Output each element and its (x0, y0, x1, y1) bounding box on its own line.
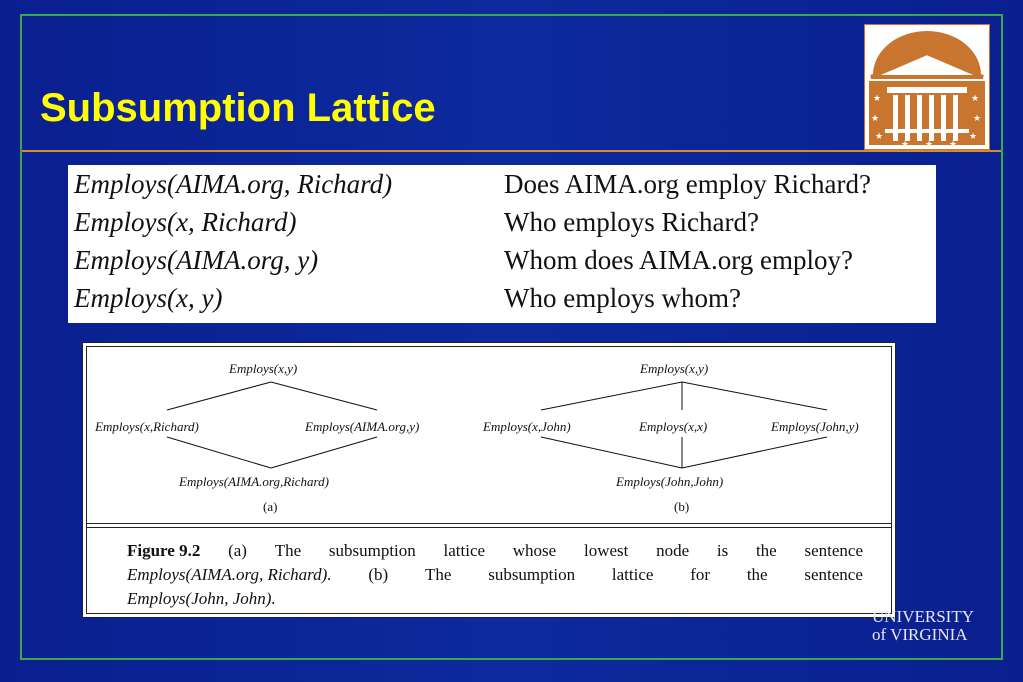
caption-word: (b) (368, 565, 389, 584)
lattice-b-label: (b) (674, 499, 690, 514)
figure-inner-border (86, 346, 892, 614)
caption-line-3 (127, 587, 863, 611)
query-row (68, 283, 936, 321)
caption-word: lowest (583, 541, 629, 560)
lattice-a-bottom-node: Employs(AIMA.org,Richard) (179, 474, 329, 489)
query-row (68, 169, 936, 207)
query-meaning: Who employs Richard? (504, 207, 759, 237)
figure-divider (87, 527, 891, 528)
query-expression: Employs(x, Richard) (74, 207, 297, 237)
caption-expression: Employs(John, John). (127, 589, 276, 608)
lattice-b-right-node: Employs(John,y) (771, 419, 859, 434)
caption-word: sentence (804, 565, 863, 584)
caption-figure-label: Figure 9.2 (127, 541, 201, 560)
caption-word: the (755, 541, 777, 560)
query-row (68, 207, 936, 245)
university-logo-line1: UNIVERSITY (872, 607, 974, 626)
figure-9-2 (82, 342, 896, 618)
lattice-a-label: (a) (263, 499, 278, 514)
caption-word: is (716, 541, 729, 560)
caption-word: the (746, 565, 768, 584)
svg-text:★: ★ (873, 93, 882, 103)
title-rule (22, 150, 1001, 152)
query-expression: Employs(x, y) (74, 283, 223, 313)
caption-word: node (656, 541, 690, 560)
caption-word: (a) (228, 541, 247, 560)
caption-word: whose (512, 541, 557, 560)
caption-word: The (424, 565, 452, 584)
figure-divider (87, 523, 891, 524)
slide-title: Subsumption Lattice (40, 86, 436, 130)
lattice-lines (87, 347, 893, 523)
svg-text:★: ★ (949, 139, 958, 149)
caption-word: lattice (611, 565, 654, 584)
lattice-a-right-node: Employs(AIMA.org,y) (305, 419, 420, 434)
caption-word: subsumption (488, 565, 576, 584)
query-meaning: Whom does AIMA.org employ? (504, 245, 853, 275)
lattice-a-top-node: Employs(x,y) (229, 361, 298, 376)
caption-word: sentence (804, 541, 863, 560)
svg-text:★: ★ (871, 113, 880, 123)
query-table (68, 165, 936, 323)
caption-line-1 (127, 539, 863, 563)
caption-expression: Employs(AIMA.org, Richard). (127, 565, 332, 584)
svg-text:★: ★ (925, 139, 934, 149)
svg-text:★: ★ (875, 131, 884, 141)
query-row (68, 245, 936, 283)
caption-word: for (690, 565, 711, 584)
svg-text:★: ★ (971, 93, 980, 103)
caption-word: The (274, 541, 302, 560)
figure-caption (127, 539, 863, 611)
lattice-b-left-node: Employs(x,John) (483, 419, 571, 434)
university-logo-line2: of VIRGINIA (872, 625, 968, 644)
university-logo (872, 608, 974, 644)
query-meaning: Who employs whom? (504, 283, 741, 313)
svg-text:★: ★ (901, 139, 910, 149)
lattice-b-middle-node: Employs(x,x) (639, 419, 708, 434)
lattice-b-bottom-node: Employs(John,John) (616, 474, 724, 489)
lattice-b-top-node: Employs(x,y) (640, 361, 709, 376)
caption-word: lattice (443, 541, 486, 560)
query-expression: Employs(AIMA.org, Richard) (74, 169, 393, 199)
svg-text:★: ★ (969, 131, 978, 141)
rotunda-logo (864, 24, 990, 150)
caption-word: subsumption (328, 541, 416, 560)
lattice-a-left-node: Employs(x,Richard) (95, 419, 199, 434)
caption-line-2 (127, 563, 863, 587)
query-expression: Employs(AIMA.org, y) (74, 245, 319, 275)
svg-text:★: ★ (973, 113, 982, 123)
query-meaning: Does AIMA.org employ Richard? (504, 169, 871, 199)
